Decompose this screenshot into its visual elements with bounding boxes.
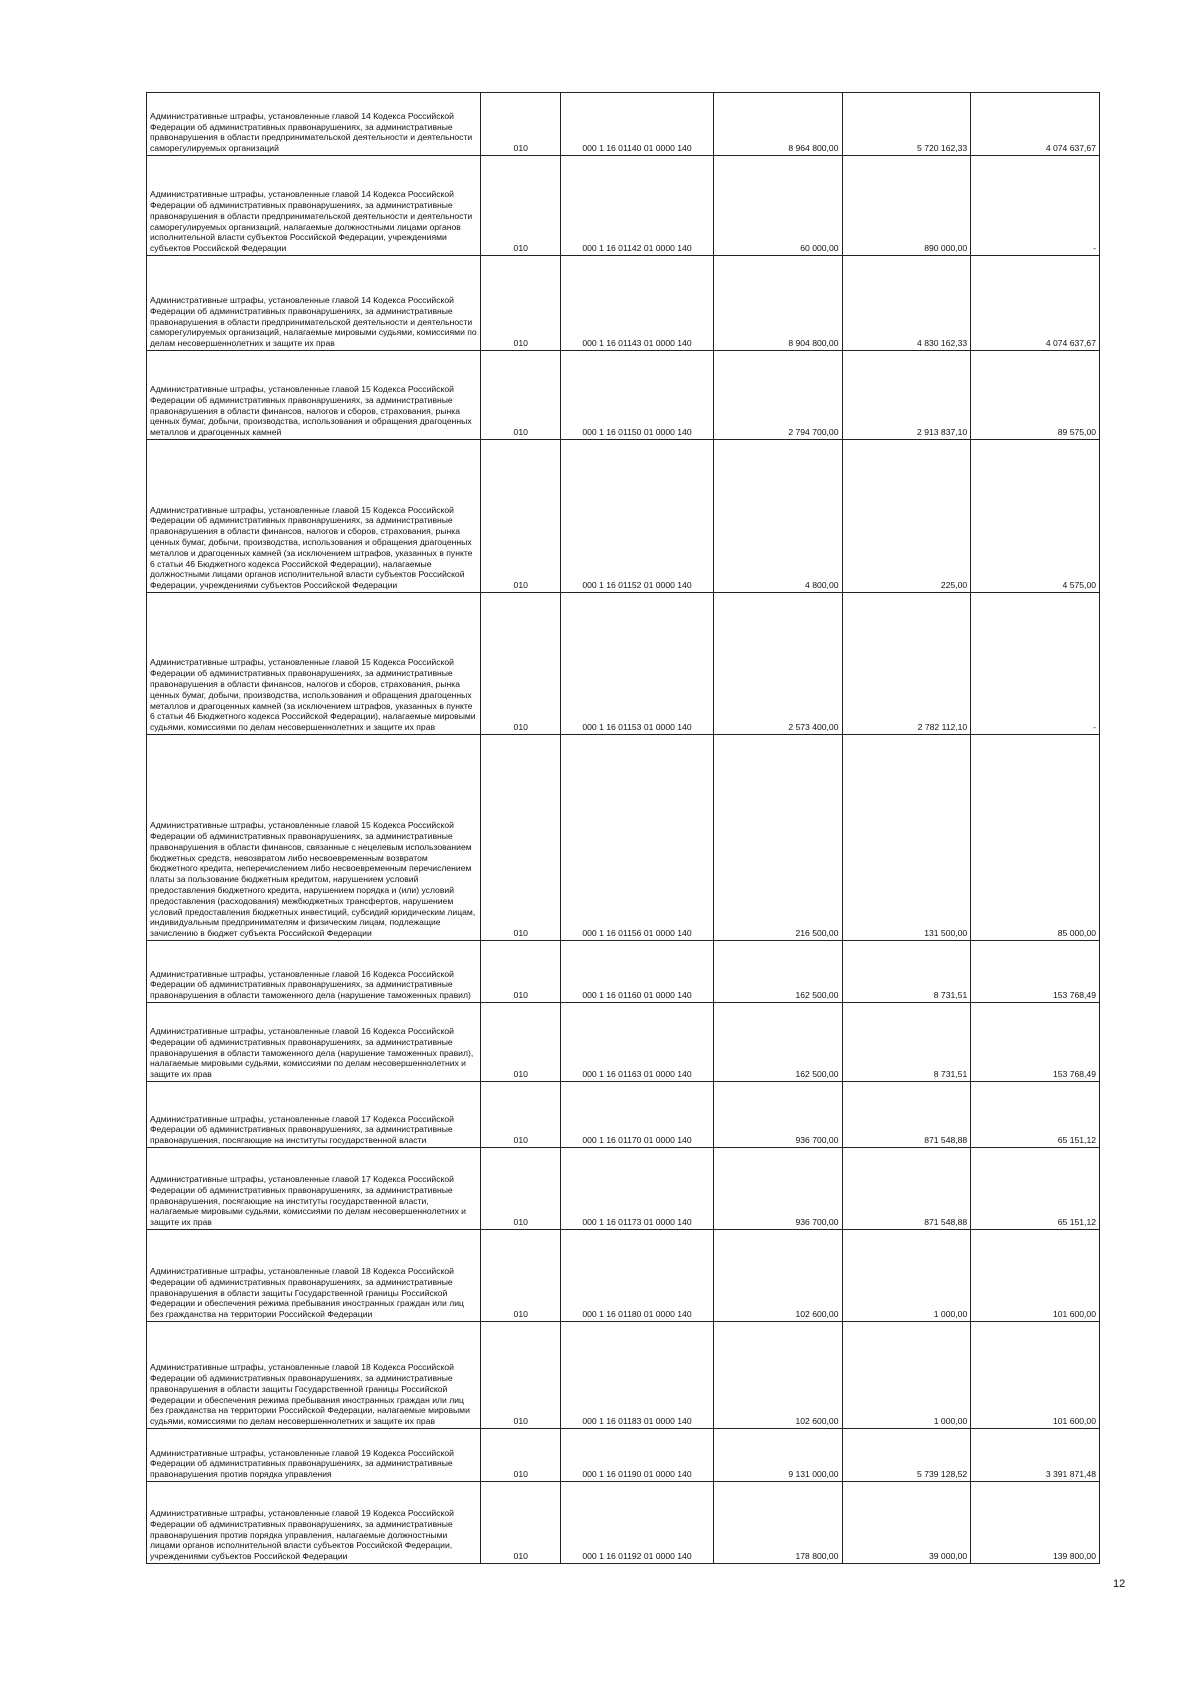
table-row xyxy=(147,256,1100,351)
line-code-cell: 010 xyxy=(481,735,561,941)
indicator-name-cell xyxy=(147,941,481,1003)
unexecuted-amount-cell: 4 575,00 xyxy=(971,440,1100,593)
budget-classification-code-cell: 000 1 16 01150 01 0000 140 xyxy=(561,351,714,440)
table-row xyxy=(147,1429,1100,1482)
line-code-cell: 010 xyxy=(481,93,561,156)
executed-amount-cell: 5 720 162,33 xyxy=(842,93,971,156)
line-code-cell: 010 xyxy=(481,593,561,735)
indicator-name: Административные штрафы, установленные главой 15 Кодекса Российской Федерации об административных правонарушениях, за административные правонарушения в области финансов, налогов и сборов, страхования, рынка ценных бумаг, добычи, производства, использования и обращения драгоценных металлов и драгоценных камней (за исключением штрафов, указанных в пункте 6 статьи 46 Бюджетного кодекса Российской Федерации), налагаемые должностными лицами органов исполнительной власти субъектов Российской Федерации, учреждениями субъектов Российской Федерации xyxy=(150,504,473,591)
line-code-cell: 010 xyxy=(481,1482,561,1564)
budget-classification-code-cell: 000 1 16 01156 01 0000 140 xyxy=(561,735,714,941)
table-row xyxy=(147,440,1100,593)
budget-classification-code-cell: 000 1 16 01160 01 0000 140 xyxy=(561,941,714,1003)
indicator-name-cell xyxy=(147,1230,481,1322)
approved-amount-cell: 102 600,00 xyxy=(713,1322,842,1429)
unexecuted-amount-cell: 85 000,00 xyxy=(971,735,1100,941)
executed-amount-cell: 39 000,00 xyxy=(842,1482,971,1564)
indicator-name: Административные штрафы, установленные главой 19 Кодекса Российской Федерации об административных правонарушениях, за административные правонарушения против порядка управления, налагаемые должностными лицами органов исполнительной власти субъектов Российской Федерации, учреждениями субъектов Российской Федерации xyxy=(150,1508,454,1562)
unexecuted-amount-cell: 89 575,00 xyxy=(971,351,1100,440)
table-body xyxy=(147,93,1100,1564)
table-row xyxy=(147,1322,1100,1429)
unexecuted-amount-cell: 139 800,00 xyxy=(971,1482,1100,1564)
budget-classification-code-cell: 000 1 16 01190 01 0000 140 xyxy=(561,1429,714,1482)
executed-amount-cell: 8 731,51 xyxy=(842,941,971,1003)
indicator-name: Административные штрафы, установленные главой 14 Кодекса Российской Федерации об административных правонарушениях, за административные правонарушения в области предпринимательской деятельности и деятельности саморегулируемых организаций, налагаемые должностными лицами органов исполнительной власти субъектов Российской Федерации, учреждениями субъектов Российской Федерации xyxy=(150,189,473,254)
approved-amount-cell: 2 794 700,00 xyxy=(713,351,842,440)
executed-amount-cell: 871 548,88 xyxy=(842,1082,971,1148)
indicator-name-cell xyxy=(147,351,481,440)
indicator-name-cell xyxy=(147,735,481,941)
indicator-name-cell xyxy=(147,1482,481,1564)
unexecuted-amount-cell: 3 391 871,48 xyxy=(971,1429,1100,1482)
line-code-cell: 010 xyxy=(481,1230,561,1322)
indicator-name-cell xyxy=(147,440,481,593)
indicator-name: Административные штрафы, установленные главой 15 Кодекса Российской Федерации об административных правонарушениях, за административные правонарушения в области финансов, налогов и сборов, страхования, рынка ценных бумаг, добычи, производства, использования и обращения драгоценных металлов и драгоценных камней xyxy=(150,384,472,438)
table-row xyxy=(147,351,1100,440)
budget-classification-code-cell: 000 1 16 01152 01 0000 140 xyxy=(561,440,714,593)
indicator-name: Административные штрафы, установленные главой 14 Кодекса Российской Федерации об административных правонарушениях, за административные правонарушения в области предпринимательской деятельности и деятельности саморегулируемых организаций xyxy=(150,110,473,154)
indicator-name: Административные штрафы, установленные главой 15 Кодекса Российской Федерации об административных правонарушениях, за административные правонарушения в области финансов, налогов и сборов, страхования, рынка ценных бумаг, добычи, производства, использования и обращения драгоценных металлов и драгоценных камней (за исключением штрафов, указанных в пункте 6 статьи 46 Бюджетного кодекса Российской Федерации), налагаемые мировыми судьями, комиссиями по делам несовершеннолетних и защите их прав xyxy=(150,657,476,733)
executed-amount-cell: 2 782 112,10 xyxy=(842,593,971,735)
unexecuted-amount-cell: 4 074 637,67 xyxy=(971,256,1100,351)
line-code-cell: 010 xyxy=(481,156,561,256)
budget-classification-code-cell: 000 1 16 01142 01 0000 140 xyxy=(561,156,714,256)
table-row xyxy=(147,1003,1100,1082)
budget-classification-code-cell: 000 1 16 01183 01 0000 140 xyxy=(561,1322,714,1429)
indicator-name: Административные штрафы, установленные главой 19 Кодекса Российской Федерации об административных правонарушениях, за административные правонарушения против порядка управления xyxy=(150,1447,454,1480)
executed-amount-cell: 1 000,00 xyxy=(842,1230,971,1322)
unexecuted-amount-cell: 4 074 637,67 xyxy=(971,93,1100,156)
approved-amount-cell: 8 964 800,00 xyxy=(713,93,842,156)
line-code-cell: 010 xyxy=(481,1082,561,1148)
budget-execution-table xyxy=(146,92,1100,1564)
indicator-name: Административные штрафы, установленные главой 17 Кодекса Российской Федерации об административных правонарушениях, за административные правонарушения, посягающие на институты государственной власти xyxy=(150,1113,454,1146)
line-code-cell: 010 xyxy=(481,1429,561,1482)
table-row xyxy=(147,1230,1100,1322)
table-row xyxy=(147,1482,1100,1564)
unexecuted-amount-cell: 153 768,49 xyxy=(971,1003,1100,1082)
line-code-cell: 010 xyxy=(481,256,561,351)
line-code-cell: 010 xyxy=(481,351,561,440)
approved-amount-cell: 178 800,00 xyxy=(713,1482,842,1564)
budget-classification-code-cell: 000 1 16 01140 01 0000 140 xyxy=(561,93,714,156)
indicator-name-cell xyxy=(147,1082,481,1148)
line-code-cell: 010 xyxy=(481,1148,561,1230)
indicator-name-cell xyxy=(147,1429,481,1482)
budget-classification-code-cell: 000 1 16 01192 01 0000 140 xyxy=(561,1482,714,1564)
budget-table-sheet xyxy=(146,92,1100,1564)
approved-amount-cell: 102 600,00 xyxy=(713,1230,842,1322)
line-code-cell: 010 xyxy=(481,440,561,593)
indicator-name-cell xyxy=(147,1003,481,1082)
line-code-cell: 010 xyxy=(481,941,561,1003)
line-code-cell: 010 xyxy=(481,1003,561,1082)
indicator-name-cell xyxy=(147,256,481,351)
indicator-name: Административные штрафы, установленные главой 14 Кодекса Российской Федерации об административных правонарушениях, за административные правонарушения в области предпринимательской деятельности и деятельности саморегулируемых организаций, налагаемые мировыми судьями, комиссиями по делам несовершеннолетних и защите их прав xyxy=(150,295,477,349)
executed-amount-cell: 871 548,88 xyxy=(842,1148,971,1230)
approved-amount-cell: 216 500,00 xyxy=(713,735,842,941)
unexecuted-amount-cell: 101 600,00 xyxy=(971,1322,1100,1429)
table-row xyxy=(147,156,1100,256)
budget-classification-code-cell: 000 1 16 01180 01 0000 140 xyxy=(561,1230,714,1322)
approved-amount-cell: 4 800,00 xyxy=(713,440,842,593)
indicator-name-cell xyxy=(147,1148,481,1230)
executed-amount-cell: 131 500,00 xyxy=(842,735,971,941)
budget-classification-code-cell: 000 1 16 01153 01 0000 140 xyxy=(561,593,714,735)
unexecuted-amount-cell: 65 151,12 xyxy=(971,1148,1100,1230)
table-row xyxy=(147,941,1100,1003)
budget-classification-code-cell: 000 1 16 01163 01 0000 140 xyxy=(561,1003,714,1082)
indicator-name: Административные штрафы, установленные главой 18 Кодекса Российской Федерации об административных правонарушениях, за административные правонарушения в области защиты Государственной границы Российской Федерации и обеспечения режима пребывания иностранных граждан или лиц без гражданства на территории Российской Федерации xyxy=(150,1266,464,1320)
unexecuted-amount-cell: - xyxy=(971,156,1100,256)
executed-amount-cell: 4 830 162,33 xyxy=(842,256,971,351)
unexecuted-amount-cell: - xyxy=(971,593,1100,735)
approved-amount-cell: 162 500,00 xyxy=(713,1003,842,1082)
approved-amount-cell: 60 000,00 xyxy=(713,156,842,256)
table-row xyxy=(147,735,1100,941)
indicator-name: Административные штрафы, установленные главой 15 Кодекса Российской Федерации об административных правонарушениях, за административные правонарушения в области финансов, связанные с нецелевым использованием бюджетных средств, невозвратом либо несвоевременным возвратом бюджетного кредита, неперечислением либо несвоевременным перечислением платы за пользование бюджетным кредитом, нарушением условий предоставления бюджетного кредита, нарушением порядка и (или) условий предоставления (расходования) межбюджетных трансфертов, нарушением условий предоставления бюджетных инвестиций, субсидий юридическим лицам, индивидуальным предпринимателям и физическим лицам, подлежащие зачислению в бюджет субъекта Российской Федерации xyxy=(150,820,476,939)
unexecuted-amount-cell: 101 600,00 xyxy=(971,1230,1100,1322)
budget-classification-code-cell: 000 1 16 01170 01 0000 140 xyxy=(561,1082,714,1148)
indicator-name-cell xyxy=(147,1322,481,1429)
budget-classification-code-cell: 000 1 16 01173 01 0000 140 xyxy=(561,1148,714,1230)
table-row xyxy=(147,1082,1100,1148)
approved-amount-cell: 162 500,00 xyxy=(713,941,842,1003)
indicator-name-cell xyxy=(147,593,481,735)
indicator-name: Административные штрафы, установленные главой 16 Кодекса Российской Федерации об административных правонарушениях, за административные правонарушения в области таможенного дела (нарушение таможенных правил), налагаемые мировыми судьями, комиссиями по делам несовершеннолетних и защите их прав xyxy=(150,1026,474,1080)
table-row xyxy=(147,93,1100,156)
page-number: 12 xyxy=(1113,1578,1126,1590)
table-row xyxy=(147,593,1100,735)
indicator-name-cell xyxy=(147,156,481,256)
unexecuted-amount-cell: 65 151,12 xyxy=(971,1082,1100,1148)
table-row xyxy=(147,1148,1100,1230)
executed-amount-cell: 1 000,00 xyxy=(842,1322,971,1429)
approved-amount-cell: 2 573 400,00 xyxy=(713,593,842,735)
approved-amount-cell: 936 700,00 xyxy=(713,1148,842,1230)
indicator-name: Административные штрафы, установленные главой 16 Кодекса Российской Федерации об административных правонарушениях, за административные правонарушения в области таможенного дела (нарушение таможенных правил) xyxy=(150,968,471,1001)
approved-amount-cell: 8 904 800,00 xyxy=(713,256,842,351)
executed-amount-cell: 5 739 128,52 xyxy=(842,1429,971,1482)
indicator-name: Административные штрафы, установленные главой 17 Кодекса Российской Федерации об административных правонарушениях, за административные правонарушения, посягающие на институты государственной власти, налагаемые мировыми судьями, комиссиями по делам несовершеннолетних и защите их прав xyxy=(150,1174,466,1228)
unexecuted-amount-cell: 153 768,49 xyxy=(971,941,1100,1003)
indicator-name-cell xyxy=(147,93,481,156)
budget-classification-code-cell: 000 1 16 01143 01 0000 140 xyxy=(561,256,714,351)
approved-amount-cell: 936 700,00 xyxy=(713,1082,842,1148)
approved-amount-cell: 9 131 000,00 xyxy=(713,1429,842,1482)
executed-amount-cell: 8 731,51 xyxy=(842,1003,971,1082)
indicator-name: Административные штрафы, установленные главой 18 Кодекса Российской Федерации об административных правонарушениях, за административные правонарушения в области защиты Государственной границы Российской Федерации и обеспечения режима пребывания иностранных граждан или лиц без гражданства на территории Российской Федерации, налагаемые мировыми судьями, комиссиями по делам несовершеннолетних и защите их прав xyxy=(150,1362,470,1427)
executed-amount-cell: 225,00 xyxy=(842,440,971,593)
executed-amount-cell: 2 913 837,10 xyxy=(842,351,971,440)
executed-amount-cell: 890 000,00 xyxy=(842,156,971,256)
line-code-cell: 010 xyxy=(481,1322,561,1429)
